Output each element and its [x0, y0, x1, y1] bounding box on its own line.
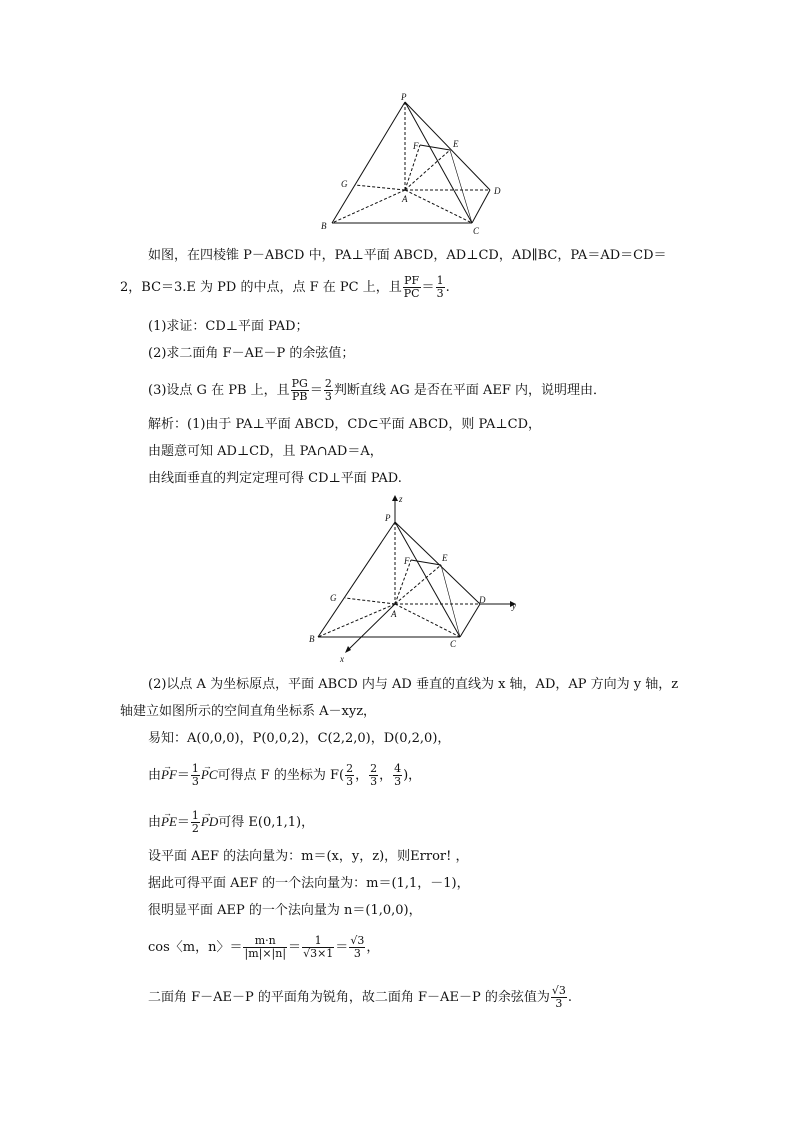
intro-line-2-text: 2，BC＝3.E 为 PD 的中点，点 F 在 PC 上，且 — [120, 280, 402, 295]
intro-line-1: 如图，在四棱锥 P－ABCD 中，PA⊥平面 ABCD，AD⊥CD，AD∥BC，PA＝AD＝CD＝ — [148, 248, 667, 263]
label-A: A — [402, 194, 408, 204]
label-C: C — [450, 639, 457, 649]
axis-label-z: z — [399, 494, 403, 504]
coordinate-figure-2 — [300, 492, 530, 667]
label-E: E — [442, 553, 448, 563]
solution-line-6: 易知：A(0,0,0)，P(0,0,2)，C(2,2,0)，D(0,2,0)， — [148, 731, 451, 746]
label-B: B — [309, 634, 315, 644]
question-3: (3)设点 G 在 PB 上，且 $\frac{PG}{PB}$ ＝ $\frac{2}{3}$ 判断直线 AG 是否在平面 AEF 内，说明理由． — [148, 377, 607, 403]
axis-label-x: x — [340, 654, 344, 664]
fraction-1-sqrt3: $\frac{1}{√3\times 1}$ — [303, 934, 334, 960]
label-A: A — [391, 609, 397, 619]
question-1: (1)求证：CD⊥平面 PAD； — [148, 319, 309, 334]
solution-line-4: (2)以点 A 为坐标原点，平面 ABCD 内与 AD 垂直的直线为 x 轴，AD，AP 方向为 y 轴，z — [148, 677, 679, 692]
label-G: G — [341, 179, 348, 189]
label-P: P — [401, 92, 407, 102]
solution-line-11: 很明显平面 AEP 的一个法向量为 n＝(1,0,0)， — [148, 903, 422, 918]
solution-line-1: 解析：(1)由于 PA⊥平面 ABCD，CD⊂平面 ABCD，则 PA⊥CD， — [148, 417, 542, 432]
fraction-two-thirds: $\frac{2}{3}$ — [324, 377, 332, 403]
intro-line-2: 2，BC＝3.E 为 PD 的中点，点 F 在 PC 上，且 $\frac{PF}{PC}$ ＝ $\frac{1}{3}$ . — [120, 274, 450, 300]
label-D: D — [494, 186, 501, 196]
fraction-one-third: $\frac{1}{3}$ — [436, 274, 444, 300]
label-F: F — [413, 141, 419, 151]
pyramid-figure-1 — [310, 90, 520, 240]
label-D: D — [479, 595, 486, 605]
label-C: C — [473, 226, 480, 236]
fraction-answer: $\frac{√3}{3}$ — [551, 984, 566, 1010]
label-E: E — [453, 139, 459, 149]
solution-line-9: 设平面 AEF 的法向量为：m＝(x，y，z)，则Error! ， — [148, 849, 469, 864]
label-F: F — [404, 556, 410, 566]
axis-label-y: y — [512, 601, 516, 611]
solution-line-3: 由线面垂直的判定定理可得 CD⊥平面 PAD. — [148, 471, 402, 486]
solution-line-7: 由→ PF＝ $\frac{1}{3}$ → PC可得点 F 的坐标为 F( $\frac{2}{3}$ ， $\frac{2}{3}$ ， $\frac{4}{3}$ )， — [148, 763, 421, 788]
fraction-sqrt3-3: $\frac{√3}{3}$ — [350, 934, 365, 960]
label-P: P — [385, 513, 391, 523]
solution-conclusion: 二面角 F－AE－P 的平面角为锐角，故二面角 F－AE－P 的余弦值为 $\frac{√3}{3}$ . — [148, 984, 572, 1010]
question-2: (2)求二面角 F－AE－P 的余弦值； — [148, 346, 355, 361]
fraction-pg-pb: $\frac{PG}{PB}$ — [291, 377, 308, 403]
label-B: B — [321, 221, 327, 231]
label-G: G — [330, 593, 337, 603]
solution-line-10: 据此可得平面 AEF 的一个法向量为：m＝(1,1，－1)， — [148, 876, 470, 891]
solution-line-8: 由→ PE＝ $\frac{1}{2}$ → PD可得 E(0,1,1)， — [148, 810, 314, 835]
solution-line-2: 由题意可知 AD⊥CD，且 PA∩AD＝A， — [148, 444, 383, 459]
fraction-pf-pc: $\frac{PF}{PC}$ — [403, 274, 420, 300]
fraction-mn: $\frac{m\cdot n}{|m|\times|n|}$ — [244, 934, 287, 960]
cosine-formula: cos〈m，n〉＝ $\frac{m\cdot n}{|m|\times|n|}$ ＝ $\frac{1}{√3\times 1}$ ＝ $\frac{√3}{3}$ ， — [148, 934, 380, 960]
solution-line-5: 轴建立如图所示的空间直角坐标系 A－xyz， — [120, 704, 377, 719]
